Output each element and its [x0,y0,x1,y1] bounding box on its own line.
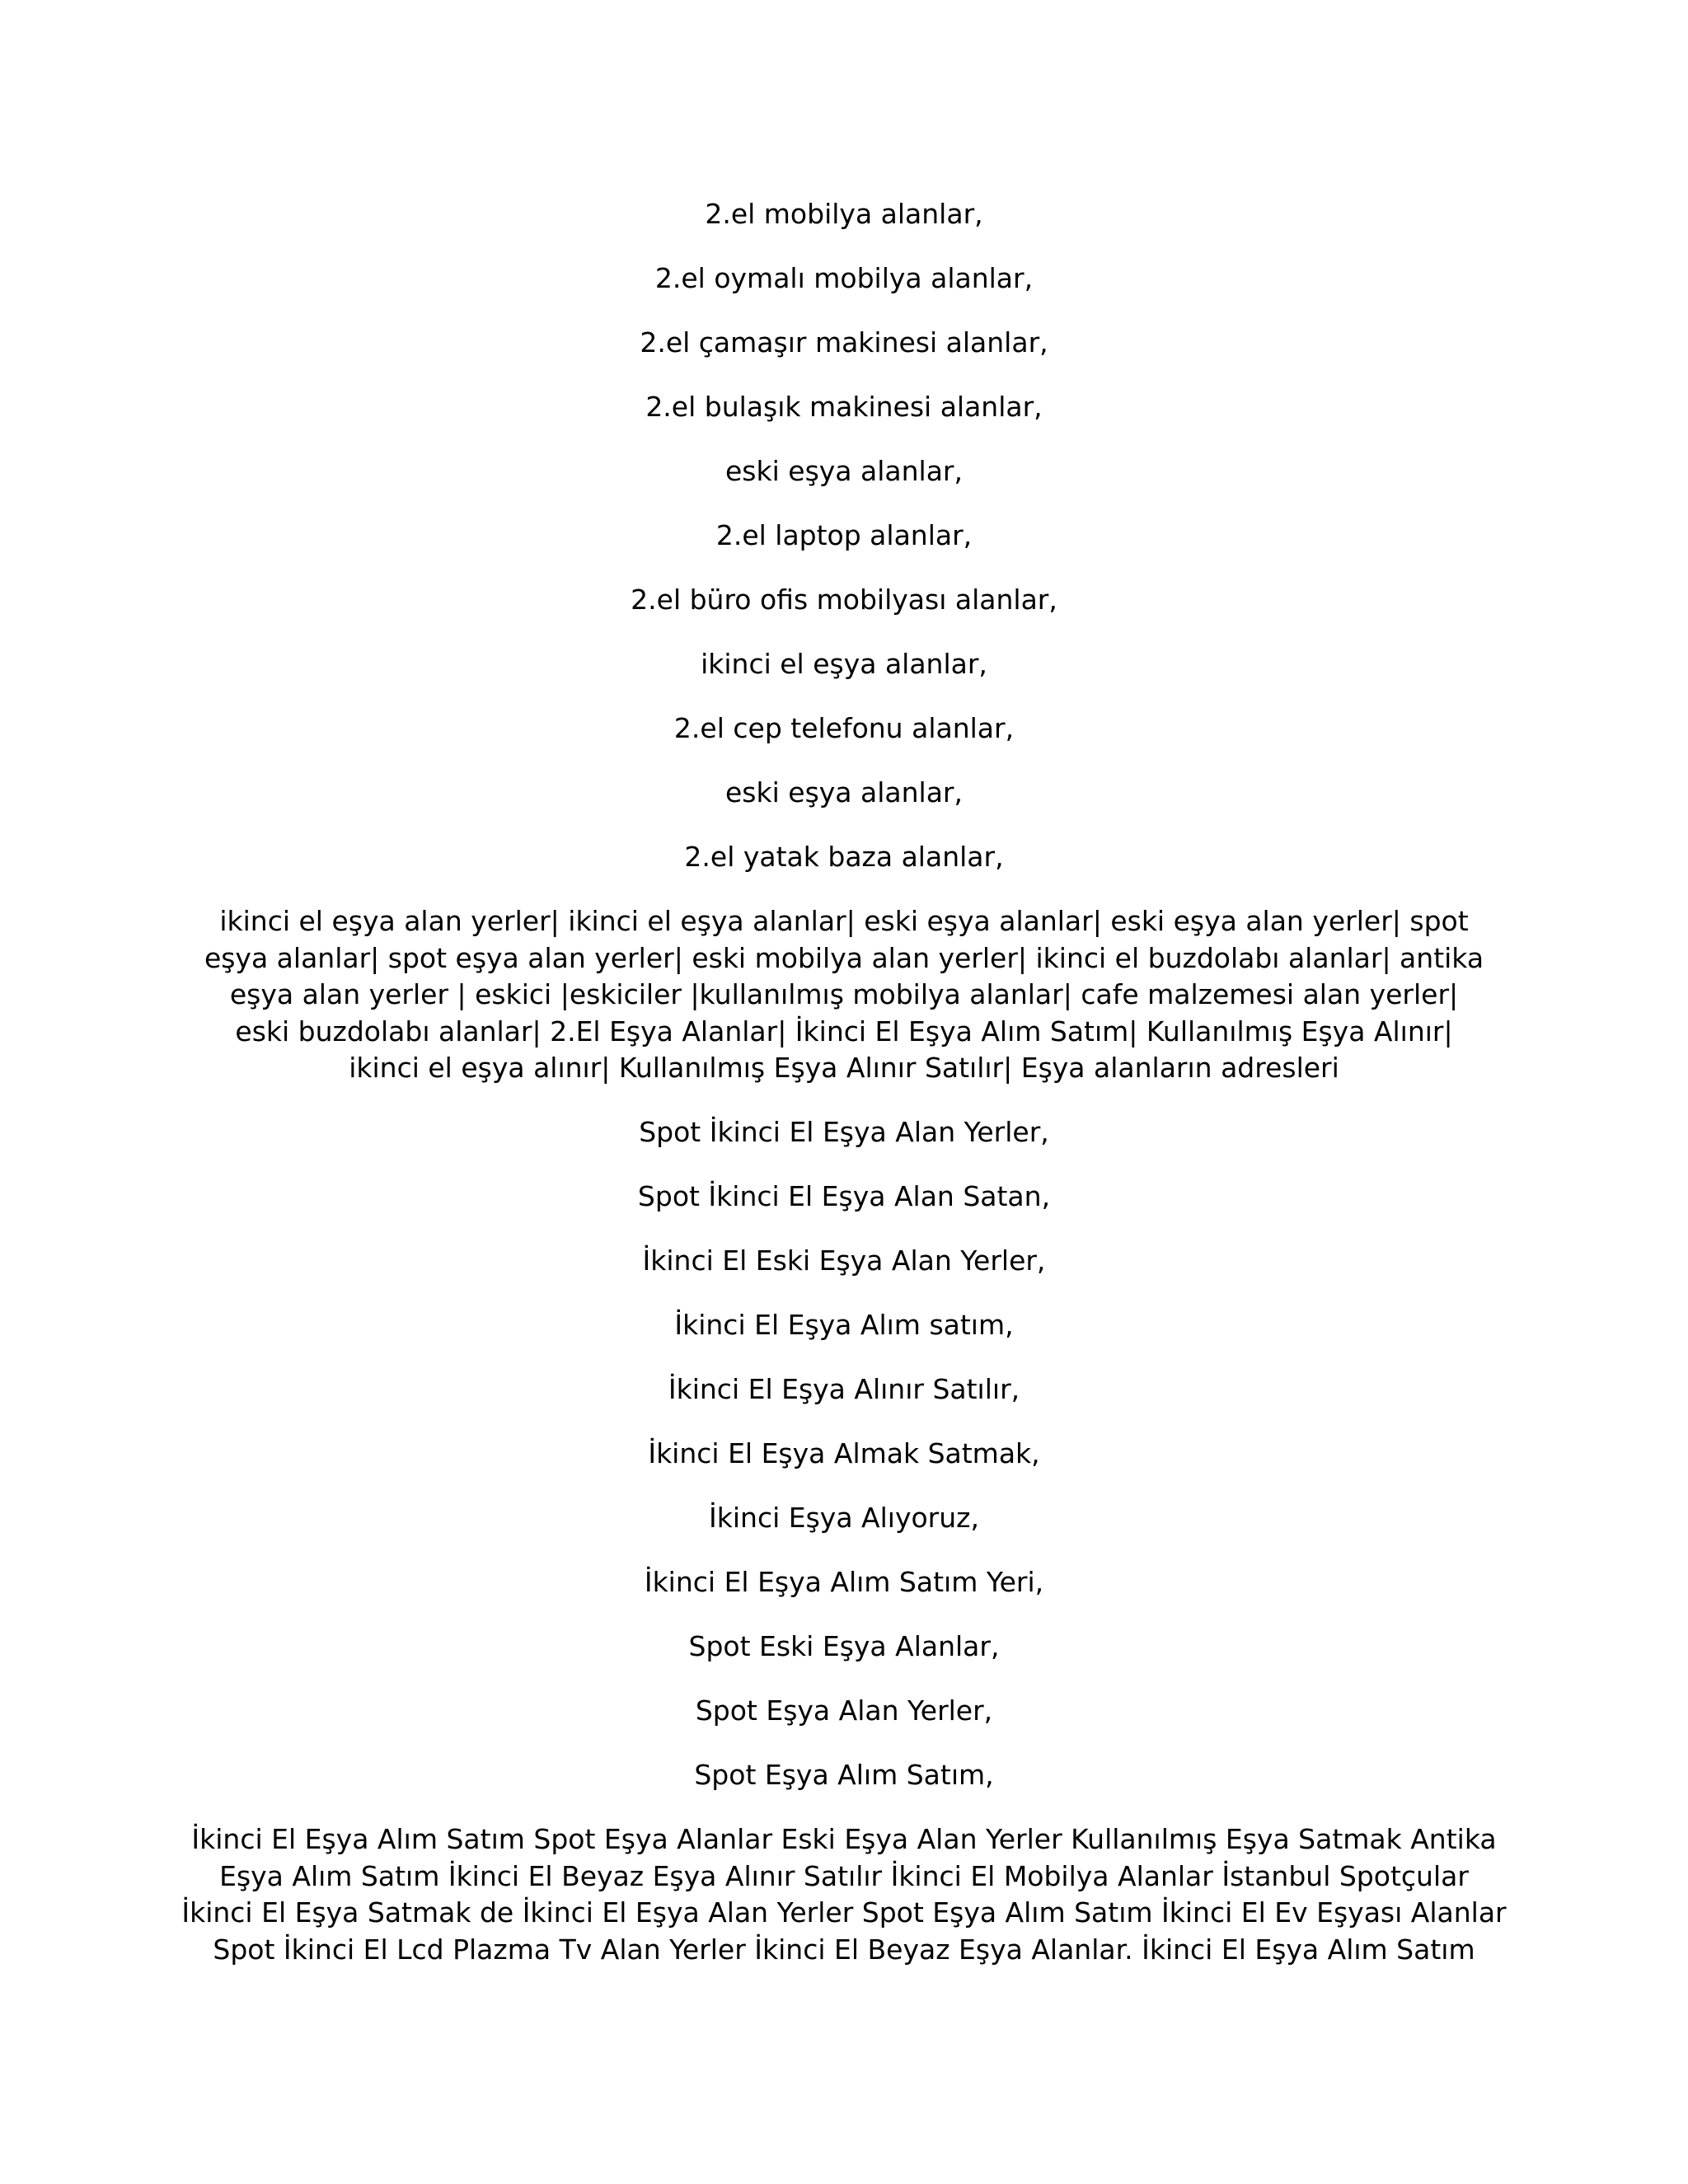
list-a-line: 2.el cep telefonu alanlar, [673,712,1015,744]
list-b-line: İkinci El Eşya Alım Satım Yeri, [644,1566,1044,1598]
list-a-line: 2.el mobilya alanlar, [705,198,983,230]
paragraph-line: ikinci el eşya alınır| Kullanılmış Eşya Alınır Satılır| Eşya alanların adresleri [349,1052,1339,1084]
list-b-line: İkinci Eşya Alıyoruz, [709,1502,979,1534]
list-b-line: Spot Eşya Alan Yerler, [695,1694,993,1727]
paragraph-line: ikinci el eşya alan yerler| ikinci el eşya alanlar| eski eşya alanlar| eski eşya alan yerler| spot [219,905,1469,937]
list-a-line: 2.el oymalı mobilya alanlar, [654,262,1034,294]
list-b-line: Spot Eski Eşya Alanlar, [688,1630,1000,1662]
paragraph-line: İkinci El Eşya Satmak de İkinci El Eşya Alan Yerler Spot Eşya Alım Satım İkinci El Ev Eşyası Alanlar [181,1896,1507,1929]
keyword-paragraph-1 [0,903,1688,1087]
list-a-line: eski eşya alanlar, [725,455,963,487]
paragraph-line: İkinci El Eşya Alım Satım Spot Eşya Alanlar Eski Eşya Alan Yerler Kullanılmış Eşya Satmak Antika [191,1823,1497,1855]
list-b-line: İkinci El Eşya Alım satım, [674,1309,1014,1341]
list-a-line: 2.el çamaşır makinesi alanlar, [640,326,1048,359]
list-b-line: İkinci El Eski Eşya Alan Yerler, [642,1244,1046,1277]
list-a-line: 2.el laptop alanlar, [715,519,973,551]
list-a-line: ikinci el eşya alanlar, [701,648,987,680]
list-b-line: İkinci El Eşya Almak Satmak, [648,1437,1040,1469]
paragraph-line: Spot İkinci El Lcd Plazma Tv Alan Yerler İkinci El Beyaz Eşya Alanlar. İkinci El Eşya Alım Satım [213,1933,1475,1966]
list-a-line: eski eşya alanlar, [725,776,963,808]
paragraph-line: eşya alanlar| spot eşya alan yerler| eski mobilya alan yerler| ikinci el buzdolabı alanlar| antika [204,941,1484,974]
paragraph-line: Eşya Alım Satım İkinci El Beyaz Eşya Alınır Satılır İkinci El Mobilya Alanlar İstanbul Spotçular [219,1859,1469,1892]
paragraph-line: eski buzdolabı alanlar| 2.El Eşya Alanlar| İkinci El Eşya Alım Satım| Kullanılmış Eşya Alınır| [235,1015,1453,1047]
list-b-line: Spot İkinci El Eşya Alan Yerler, [639,1116,1049,1148]
list-a-line: 2.el yatak baza alanlar, [684,841,1004,873]
list-b-line: Spot Eşya Alım Satım, [694,1759,994,1791]
paragraph-line: eşya alan yerler | eskici |eskiciler |kullanılmış mobilya alanlar| cafe malzemesi alan yerler| [229,978,1459,1010]
list-a-line: 2.el bulaşık makinesi alanlar, [645,391,1043,423]
list-a-line: 2.el büro ofis mobilyası alanlar, [631,583,1057,616]
keyword-paragraph-2 [0,1821,1688,1968]
list-b-line: İkinci El Eşya Alınır Satılır, [668,1373,1020,1405]
list-b-line: Spot İkinci El Eşya Alan Satan, [637,1180,1051,1212]
